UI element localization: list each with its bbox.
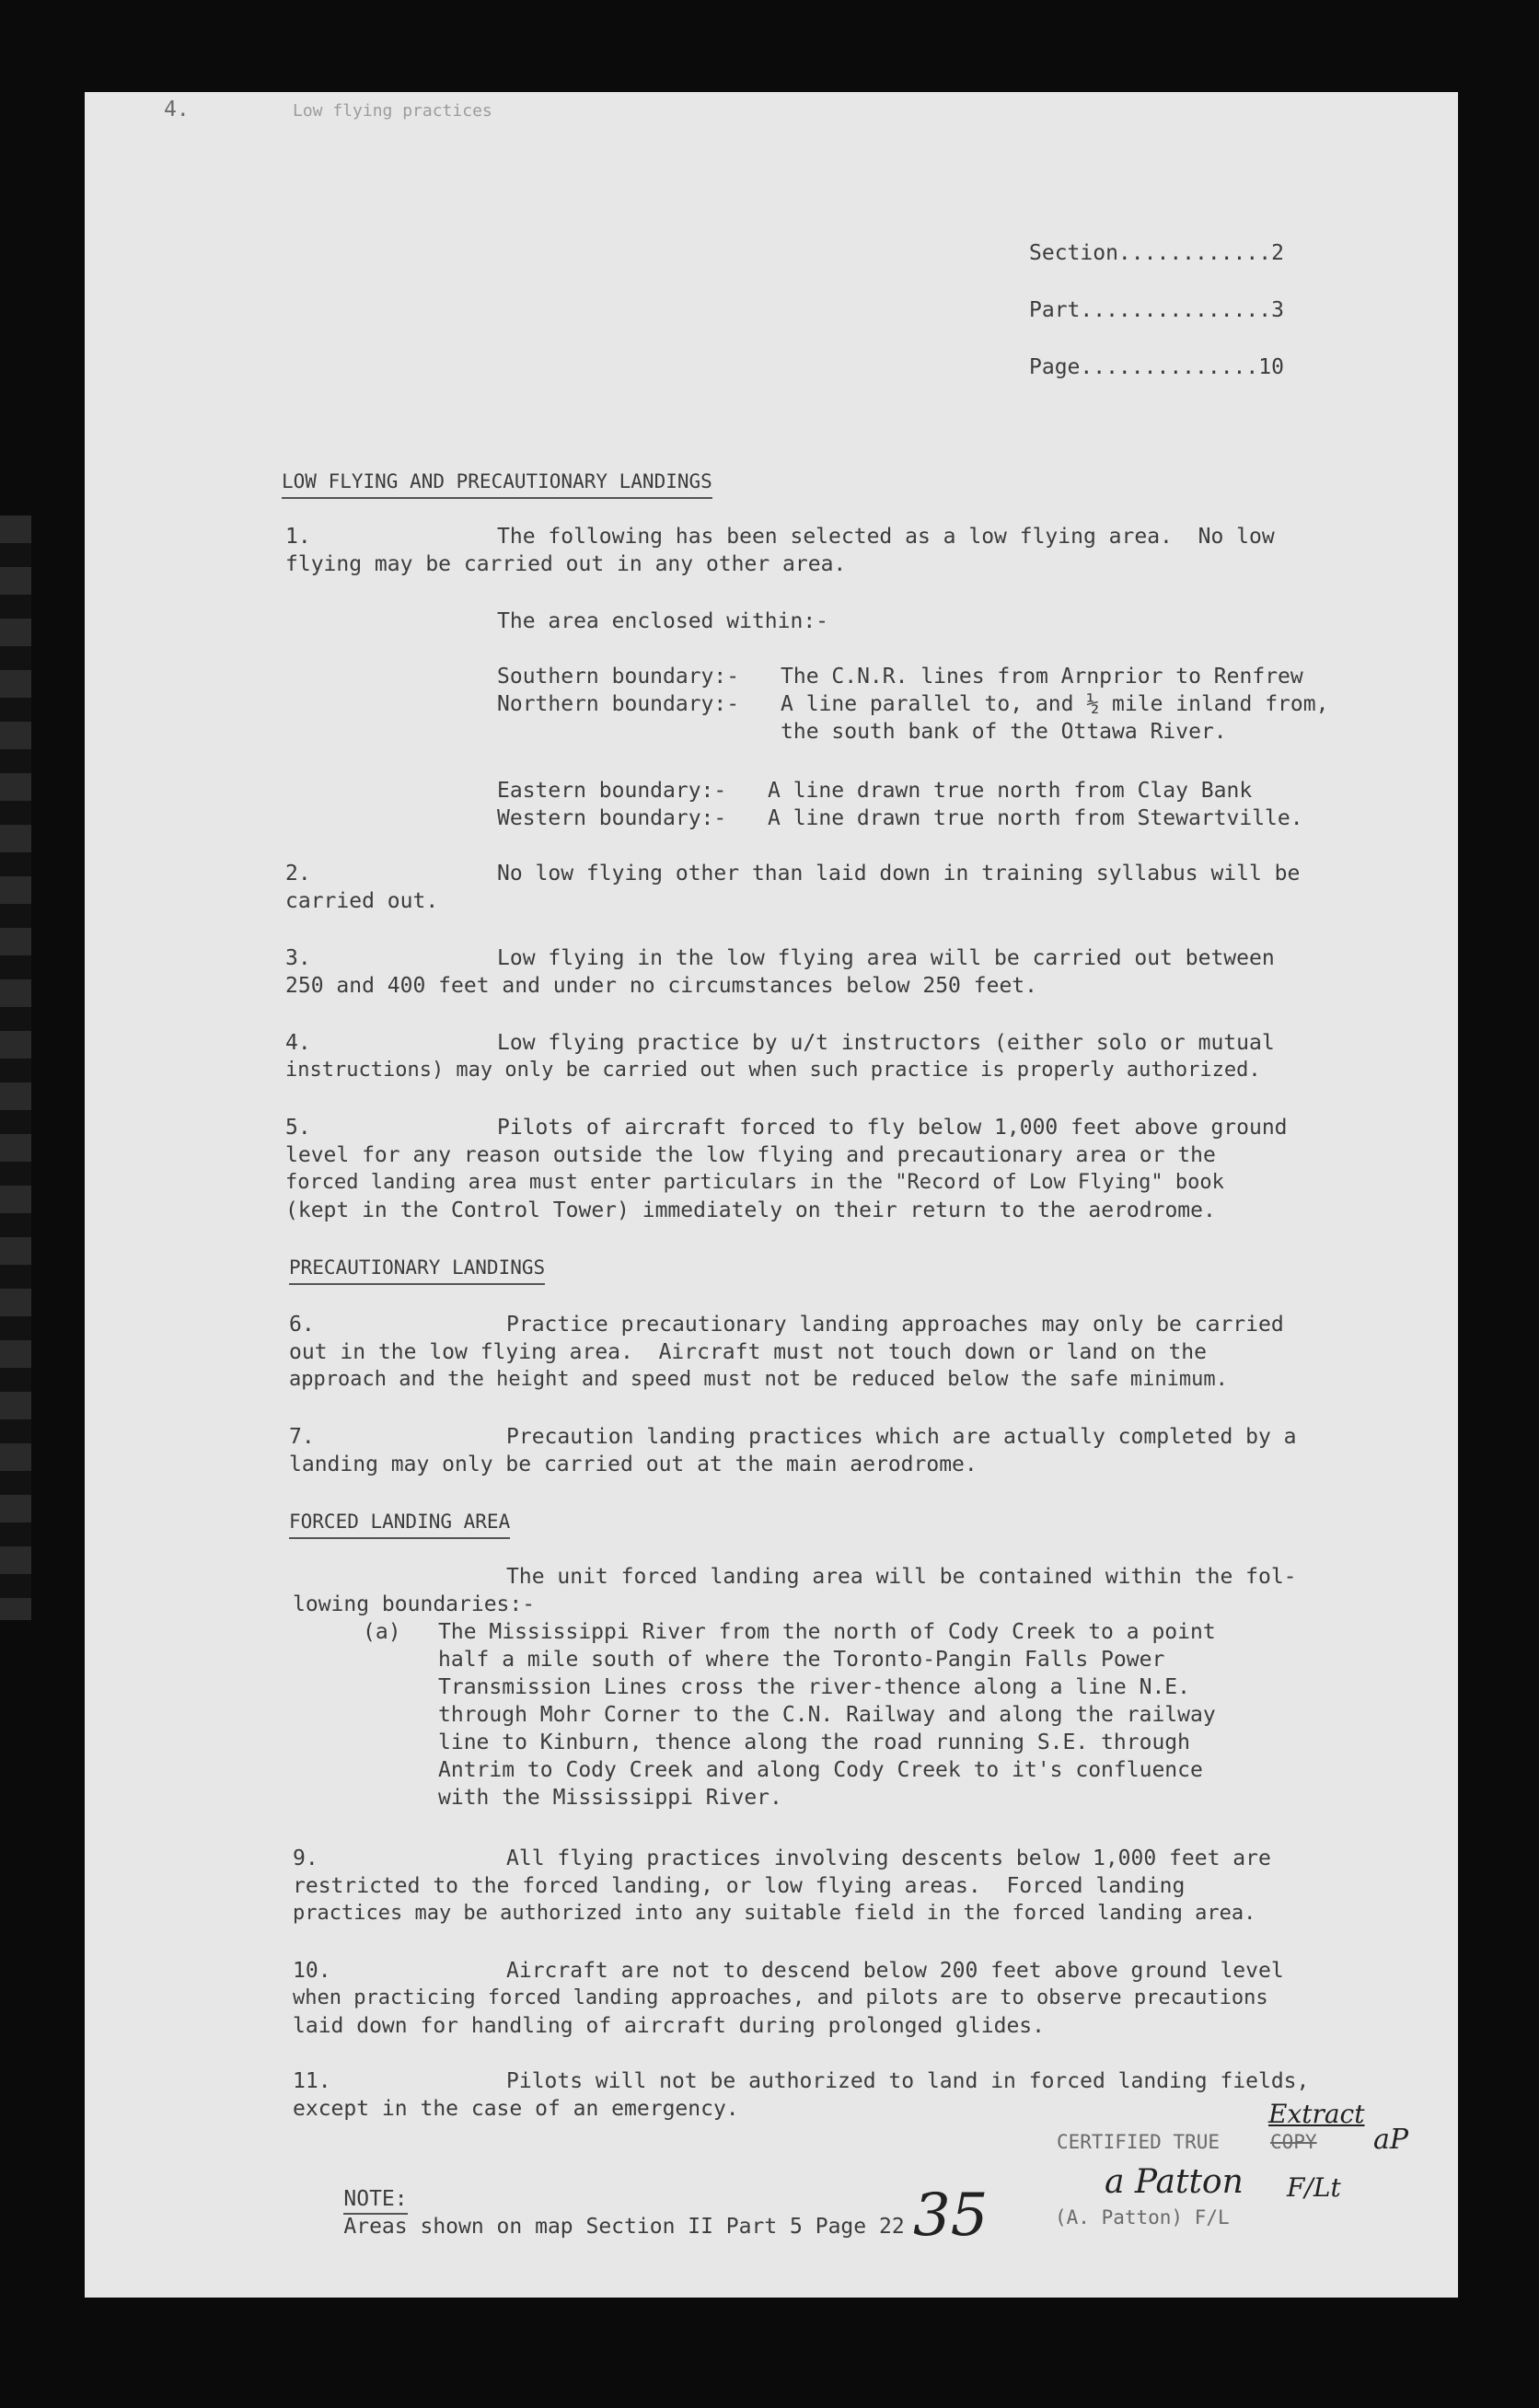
document-page — [85, 92, 1458, 2298]
western-boundary-text: A line drawn true north from Stewartville. — [768, 806, 1303, 830]
note — [293, 2158, 905, 2268]
para11-number: 11. — [293, 2069, 331, 2093]
para9-line3: practices may be authorized into any suitable field in the forced landing area. — [293, 1902, 1256, 1925]
para7-line2: landing may only be carried out at the main aerodrome. — [289, 1453, 978, 1476]
section-ref: Section............2 — [1029, 241, 1284, 265]
para10-line2: when practicing forced landing approaches, and pilots are to observe precautions — [293, 1986, 1268, 2009]
para11-line1: Pilots will not be authorized to land in forced landing fields, — [506, 2069, 1310, 2093]
western-boundary-label: Western boundary:- — [497, 806, 727, 830]
item-a-line1: The Mississippi River from the north of Cody Creek to a point — [438, 1620, 1216, 1644]
eastern-boundary-label: Eastern boundary:- — [497, 779, 727, 803]
para1-number: 1. — [285, 525, 311, 549]
handwritten-rank: F/Lt — [1287, 2172, 1341, 2203]
area-enclosed: The area enclosed within:- — [497, 609, 829, 633]
signature: a Patton — [1105, 2163, 1244, 2201]
para8-line1: The unit forced landing area will be contained within the fol- — [506, 1565, 1297, 1589]
para11-line2: except in the case of an emergency. — [293, 2097, 739, 2121]
para4-line2: instructions) may only be carried out when such practice is properly authorized. — [285, 1059, 1261, 1082]
para10-line3: laid down for handling of aircraft during prolonged glides. — [293, 2014, 1045, 2038]
note-text: Areas shown on map Section II Part 5 Page 22 — [343, 2215, 905, 2239]
para5-line4: (kept in the Control Tower) immediately on their return to the aerodrome. — [285, 1198, 1216, 1222]
northern-boundary-label: Northern boundary:- — [497, 692, 740, 716]
para5-number: 5. — [285, 1116, 311, 1140]
para6-line2: out in the low flying area. Aircraft must not touch down or land on the — [289, 1340, 1207, 1364]
item-a-line6: Antrim to Cody Creek and along Cody Creek to it's confluence — [438, 1758, 1203, 1782]
item-a-line5: line to Kinburn, thence along the road running S.E. through — [438, 1731, 1190, 1754]
header-text: Low flying practices — [293, 101, 492, 121]
page-ref: Page..............10 — [1029, 355, 1284, 379]
certified-true-label: CERTIFIED TRUE — [1057, 2131, 1221, 2153]
para6-line1: Practice precautionary landing approaches may only be carried — [506, 1313, 1284, 1337]
para10-number: 10. — [293, 1959, 331, 1983]
para8-line2: lowing boundaries:- — [293, 1592, 536, 1616]
para2-number: 2. — [285, 862, 311, 886]
handwritten-extract: Extract — [1268, 2099, 1365, 2129]
para9-number: 9. — [293, 1847, 318, 1870]
note-label: NOTE: — [343, 2187, 407, 2215]
item-a-label: (a) — [363, 1620, 401, 1644]
struck-copy: COPY — [1270, 2131, 1317, 2153]
para9-line1: All flying practices involving descents below 1,000 feet are — [506, 1847, 1271, 1870]
para6-number: 6. — [289, 1313, 315, 1337]
item-a-line3: Transmission Lines cross the river-thence along a line N.E. — [438, 1675, 1190, 1699]
para3-number: 3. — [285, 946, 311, 970]
para5-line1: Pilots of aircraft forced to fly below 1,000 feet above ground — [497, 1116, 1288, 1140]
para10-line1: Aircraft are not to descend below 200 feet above ground level — [506, 1959, 1284, 1983]
para2-line1: No low flying other than laid down in training syllabus will be — [497, 862, 1301, 886]
handwritten-page-number: 35 — [913, 2182, 989, 2250]
para7-number: 7. — [289, 1425, 315, 1449]
item-a-line2: half a mile south of where the Toronto-Pangin Falls Power — [438, 1648, 1165, 1672]
para9-line2: restricted to the forced landing, or low flying areas. Forced landing — [293, 1874, 1186, 1898]
para7-line1: Precaution landing practices which are actually completed by a — [506, 1425, 1297, 1449]
header-number: 4. — [164, 98, 190, 122]
para5-line3: forced landing area must enter particulars in the "Record of Low Flying" book — [285, 1171, 1224, 1194]
part-ref: Part...............3 — [1029, 298, 1284, 322]
para4-line1: Low flying practice by u/t instructors (either solo or mutual — [497, 1031, 1275, 1055]
southern-boundary-text: The C.N.R. lines from Arnprior to Renfrew — [781, 665, 1303, 689]
precautionary-landings-heading: PRECAUTIONARY LANDINGS — [289, 1254, 545, 1285]
para6-line3: approach and the height and speed must not be reduced below the safe minimum. — [289, 1368, 1228, 1391]
film-edge — [0, 515, 31, 1620]
para2-line2: carried out. — [285, 889, 439, 913]
document-title: LOW FLYING AND PRECAUTIONARY LANDINGS — [282, 468, 712, 499]
para1-line2: flying may be carried out in any other area. — [285, 552, 847, 576]
typed-name: (A. Patton) F/L — [1055, 2206, 1230, 2229]
handwritten-initials: aP — [1373, 2124, 1409, 2156]
para3-line2: 250 and 400 feet and under no circumstances below 250 feet. — [285, 974, 1037, 998]
southern-boundary-label: Southern boundary:- — [497, 665, 740, 689]
item-a-line4: through Mohr Corner to the C.N. Railway and along the railway — [438, 1703, 1216, 1727]
para3-line1: Low flying in the low flying area will be carried out between — [497, 946, 1275, 970]
para5-line2: level for any reason outside the low flying and precautionary area or the — [285, 1143, 1216, 1167]
item-a-line7: with the Mississippi River. — [438, 1786, 782, 1810]
northern-boundary-text-2: the south bank of the Ottawa River. — [781, 720, 1227, 744]
para1-line1: The following has been selected as a low flying area. No low — [497, 525, 1275, 549]
eastern-boundary-text: A line drawn true north from Clay Bank — [768, 779, 1253, 803]
para4-number: 4. — [285, 1031, 311, 1055]
forced-landing-area-heading: FORCED LANDING AREA — [289, 1508, 510, 1539]
northern-boundary-text: A line parallel to, and ½ mile inland from, — [781, 692, 1329, 716]
